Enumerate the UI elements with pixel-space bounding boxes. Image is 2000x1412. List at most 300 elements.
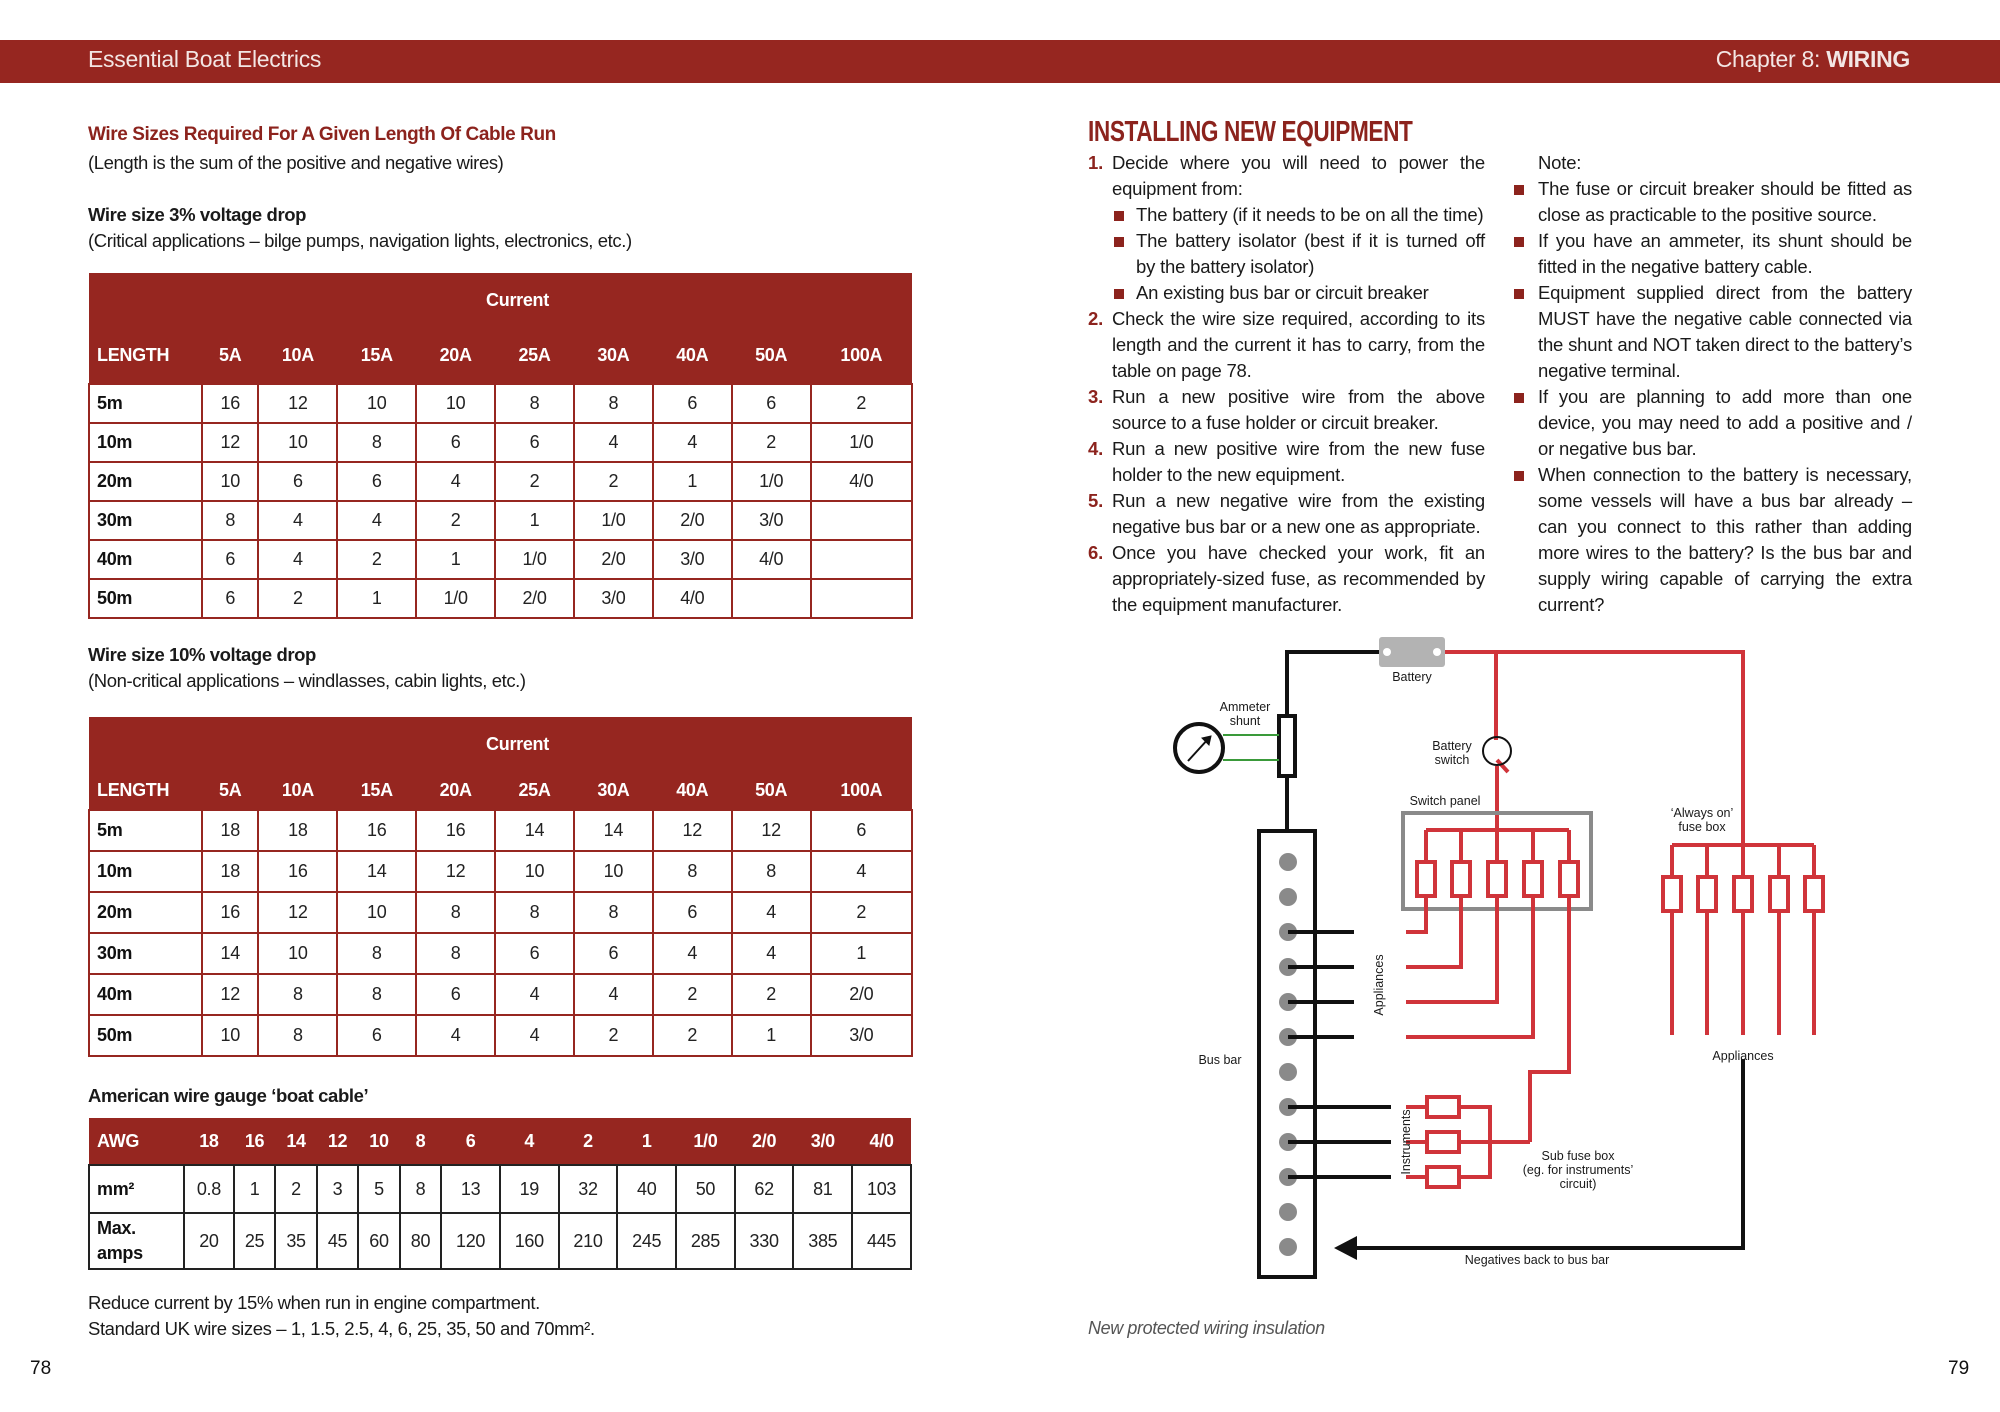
label-sub-fuse-1: Sub fuse box	[1541, 1149, 1615, 1163]
table-cell: 6	[258, 462, 337, 501]
table-cell: 8	[574, 892, 653, 933]
table-cell: 4	[653, 423, 732, 462]
table-cell: 35	[275, 1213, 316, 1269]
column-header: 5A	[202, 771, 258, 810]
table-row	[89, 501, 912, 540]
book-title: Essential Boat Electrics	[88, 46, 322, 72]
column-header: 20A	[416, 771, 495, 810]
bullet-square-icon	[1114, 237, 1124, 247]
row-header: 10m	[89, 851, 202, 892]
table-cell: 8	[653, 851, 732, 892]
table-cell: 1	[653, 462, 732, 501]
awg-header-cell: 4/0	[852, 1118, 911, 1165]
table-cell: 4	[653, 933, 732, 974]
table-cell: 6	[811, 810, 912, 851]
bus-bar-terminal	[1279, 1203, 1297, 1221]
row-header	[89, 1213, 184, 1269]
table-cell: 1/0	[416, 579, 495, 618]
table-cell: 1	[811, 933, 912, 974]
table1-title: Wire size 3% voltage drop	[88, 204, 307, 225]
table-cell: 13	[441, 1165, 500, 1213]
table-cell: 1	[337, 579, 416, 618]
column-header: 50A	[732, 327, 811, 384]
column-header-row	[89, 771, 912, 810]
table-cell: 6	[653, 384, 732, 423]
column-header: 100A	[811, 771, 912, 810]
column-header: 25A	[495, 327, 574, 384]
table1-subtitle: (Critical applications – bilge pumps, navigation lights, electronics, etc.)	[88, 230, 632, 251]
table-row	[89, 933, 912, 974]
page-number-right: 79	[1948, 1358, 1970, 1379]
table-cell: 6	[495, 933, 574, 974]
table-cell: 40	[617, 1165, 676, 1213]
awg-header-cell: 6	[441, 1118, 500, 1165]
note-label: Note:	[1538, 152, 1582, 173]
table-cell: 16	[202, 892, 258, 933]
awg-header-cell: 16	[234, 1118, 275, 1165]
table-cell: 4/0	[811, 462, 912, 501]
table-cell: 10	[258, 423, 337, 462]
table-cell: 1/0	[732, 462, 811, 501]
awg-header-cell: AWG	[89, 1118, 184, 1165]
table-cell: 4	[495, 1015, 574, 1056]
row-header: 30m	[89, 933, 202, 974]
table-cell: 6	[202, 579, 258, 618]
table-cell: 445	[852, 1213, 911, 1269]
table-cell: 8	[416, 892, 495, 933]
table-cell: 103	[852, 1165, 911, 1213]
table-cell: 50	[676, 1165, 735, 1213]
table-row	[89, 851, 912, 892]
label-fuse-box: fuse box	[1678, 820, 1726, 834]
notes-list	[1514, 150, 1912, 618]
table-cell: 2	[275, 1165, 316, 1213]
table-row	[89, 974, 912, 1015]
table-cell: 2	[258, 579, 337, 618]
table-cell: 2/0	[811, 974, 912, 1015]
awg-header-cell: 4	[500, 1118, 559, 1165]
group-header-row	[89, 273, 912, 327]
table-cell: 12	[202, 423, 258, 462]
wire-size-3pct-table	[88, 273, 913, 619]
table-cell: 4/0	[732, 540, 811, 579]
current-group-header: Current	[202, 717, 912, 771]
table-cell: 16	[258, 851, 337, 892]
table-cell: 2	[732, 423, 811, 462]
label-bus-bar: Bus bar	[1198, 1053, 1242, 1067]
row-header: 20m	[89, 462, 202, 501]
table-cell: 4	[416, 462, 495, 501]
note-item	[1514, 228, 1912, 280]
table-cell: 12	[202, 974, 258, 1015]
table-cell: 2	[574, 462, 653, 501]
column-header: 30A	[574, 771, 653, 810]
chapter-name: WIRING	[1826, 46, 1910, 72]
step-text: Decide where you will need to power the equipment from:	[1112, 152, 1485, 199]
table-cell: 18	[202, 851, 258, 892]
bullet-square-icon	[1114, 289, 1124, 299]
column-header: 20A	[416, 327, 495, 384]
footnote-reduce-current: Reduce current by 15% when run in engine compartment.	[88, 1292, 540, 1313]
awg-header-cell: 1/0	[676, 1118, 735, 1165]
table-cell: 3/0	[653, 540, 732, 579]
table-cell	[811, 540, 912, 579]
column-header: LENGTH	[89, 771, 202, 810]
step-text: Once you have checked your work, fit an appropriately-sized fuse, as recommended by the equipment manufacturer.	[1112, 542, 1485, 615]
table-cell: 81	[793, 1165, 852, 1213]
table-cell: 10	[574, 851, 653, 892]
table-cell: 385	[793, 1213, 852, 1269]
table-cell: 8	[574, 384, 653, 423]
chapter-prefix: Chapter 8:	[1715, 46, 1827, 72]
table-cell	[732, 579, 811, 618]
label-battery-switch-1: Battery	[1432, 739, 1472, 753]
step-6	[1088, 540, 1485, 618]
running-header	[0, 40, 2000, 83]
sub-text: An existing bus bar or circuit breaker	[1136, 282, 1429, 303]
awg-header-row	[89, 1118, 911, 1165]
label-ammeter: Ammeter	[1219, 700, 1271, 714]
chapter-title	[1716, 46, 1910, 73]
figure-caption: New protected wiring insulation	[1088, 1318, 1325, 1338]
step-number: 3.	[1088, 386, 1104, 407]
label-battery-switch-2: switch	[1434, 753, 1470, 767]
column-header: 40A	[653, 771, 732, 810]
step1-sub-2	[1088, 228, 1485, 280]
table-cell: 2	[653, 974, 732, 1015]
bullet-square-icon	[1114, 211, 1124, 221]
table-cell: 160	[500, 1213, 559, 1269]
column-header-row	[89, 327, 912, 384]
ammeter-wires	[1223, 735, 1279, 760]
step-3	[1088, 384, 1485, 436]
table-cell: 62	[735, 1165, 794, 1213]
table-cell: 2/0	[653, 501, 732, 540]
step-text: Check the wire size required, according to its length and the current it has to carry, from the table on page 78.	[1112, 308, 1485, 381]
installing-title: INSTALLING NEW EQUIPMENT	[1088, 116, 1413, 148]
table-cell: 14	[202, 933, 258, 974]
column-header: 30A	[574, 327, 653, 384]
steps-list	[1088, 150, 1485, 618]
row-header: 30m	[89, 501, 202, 540]
wiring-diagram	[1150, 620, 1950, 1300]
table-cell: 16	[202, 384, 258, 423]
table-cell: 330	[735, 1213, 794, 1269]
table-cell: 1/0	[811, 423, 912, 462]
table-cell: 8	[732, 851, 811, 892]
table-cell: 10	[202, 1015, 258, 1056]
table-cell: 2	[732, 974, 811, 1015]
table-cell: 10	[258, 933, 337, 974]
table-cell: 16	[416, 810, 495, 851]
row-header: 50m	[89, 1015, 202, 1056]
bus-bar-terminal	[1279, 1063, 1297, 1081]
table-cell: 2/0	[495, 579, 574, 618]
row-header: mm²	[89, 1165, 184, 1213]
table-cell: 4	[337, 501, 416, 540]
table-cell: 80	[400, 1213, 441, 1269]
table-cell: 6	[337, 462, 416, 501]
table-cell: 3/0	[811, 1015, 912, 1056]
current-group-header: Current	[202, 273, 912, 327]
table-cell: 18	[258, 810, 337, 851]
negative-lead-battery	[1287, 652, 1382, 716]
table-cell: 1	[234, 1165, 275, 1213]
mm2-row	[89, 1165, 911, 1213]
awg-header-cell: 8	[400, 1118, 441, 1165]
table-cell: 6	[732, 384, 811, 423]
section-title: Wire Sizes Required For A Given Length Of Cable Run	[88, 124, 556, 145]
table-cell: 3/0	[732, 501, 811, 540]
step1-sub-3	[1088, 280, 1485, 306]
table-row	[89, 810, 912, 851]
table-cell: 245	[617, 1213, 676, 1269]
column-header: 10A	[258, 771, 337, 810]
table-cell: 8	[416, 933, 495, 974]
wire-size-10pct-table	[88, 717, 913, 1057]
awg-table-title: American wire gauge ‘boat cable’	[88, 1085, 369, 1106]
label-negatives: Negatives back to bus bar	[1464, 1253, 1610, 1267]
column-header: 10A	[258, 327, 337, 384]
row-header-line: amps	[97, 1243, 143, 1263]
battery-negative-terminal	[1383, 648, 1391, 656]
table-cell: 8	[258, 974, 337, 1015]
table-cell: 25	[234, 1213, 275, 1269]
table-cell: 4	[258, 501, 337, 540]
table-row	[89, 1015, 912, 1056]
label-sub-fuse-2: (eg. for instruments’	[1522, 1163, 1634, 1177]
table-cell: 10	[202, 462, 258, 501]
sub-text: The battery (if it needs to be on all the time)	[1136, 204, 1484, 225]
table2-subtitle: (Non-critical applications – windlasses, cabin lights, etc.)	[88, 670, 526, 691]
note-item	[1514, 462, 1912, 618]
table-cell: 10	[337, 892, 416, 933]
table-cell: 8	[337, 423, 416, 462]
table-cell: 1/0	[574, 501, 653, 540]
table-cell: 4	[732, 933, 811, 974]
table-cell: 10	[416, 384, 495, 423]
label-battery: Battery	[1392, 670, 1432, 684]
step-number: 4.	[1088, 438, 1104, 459]
row-header: 40m	[89, 974, 202, 1015]
awg-header-cell: 14	[275, 1118, 316, 1165]
table2-title: Wire size 10% voltage drop	[88, 644, 316, 665]
table-row	[89, 892, 912, 933]
table-cell: 4	[258, 540, 337, 579]
column-header: 15A	[337, 771, 416, 810]
awg-header-cell: 2/0	[735, 1118, 794, 1165]
label-always-on: ‘Always on’	[1670, 806, 1734, 820]
page-number-left: 78	[30, 1358, 52, 1379]
table-cell: 20	[184, 1213, 234, 1269]
label-appliances-vertical: Appliances	[1372, 954, 1386, 1016]
arrow-left-icon	[1334, 1236, 1357, 1260]
table-cell: 14	[574, 810, 653, 851]
always-on-fuse-box	[1663, 845, 1823, 1035]
note-text: Equipment supplied direct from the battery MUST have the negative cable connected via the shunt and NOT taken direct to the battery’s negative terminal.	[1538, 282, 1912, 381]
bullet-square-icon	[1514, 237, 1524, 247]
table-row	[89, 423, 912, 462]
column-header: 40A	[653, 327, 732, 384]
column-header: LENGTH	[89, 327, 202, 384]
table-cell: 210	[559, 1213, 618, 1269]
awg-header-cell: 1	[617, 1118, 676, 1165]
table-cell: 8	[337, 933, 416, 974]
row-header: 40m	[89, 540, 202, 579]
step-number: 1.	[1088, 152, 1104, 173]
table-cell: 0.8	[184, 1165, 234, 1213]
table-cell: 8	[495, 892, 574, 933]
sub-text: The battery isolator (best if it is turned off by the battery isolator)	[1136, 230, 1485, 277]
table-cell: 4	[574, 974, 653, 1015]
bullet-square-icon	[1514, 289, 1524, 299]
table-cell	[811, 501, 912, 540]
table-row	[89, 384, 912, 423]
step-number: 6.	[1088, 542, 1104, 563]
group-header-row	[89, 717, 912, 771]
sub-fuse-box	[1406, 1097, 1530, 1187]
note-text: If you are planning to add more than one device, you may need to add a positive and / or negative bus bar.	[1538, 386, 1912, 459]
table-cell: 12	[258, 384, 337, 423]
table-cell: 12	[416, 851, 495, 892]
table-cell: 6	[416, 974, 495, 1015]
table-cell: 8	[337, 974, 416, 1015]
table-cell: 1/0	[495, 540, 574, 579]
table-cell: 2/0	[574, 540, 653, 579]
row-header: 5m	[89, 810, 202, 851]
table-cell: 4	[416, 1015, 495, 1056]
bullet-square-icon	[1514, 471, 1524, 481]
table-cell: 3	[317, 1165, 358, 1213]
table-row	[89, 540, 912, 579]
table-cell: 2	[811, 384, 912, 423]
step-5	[1088, 488, 1485, 540]
table-cell: 8	[258, 1015, 337, 1056]
note-item	[1514, 176, 1912, 228]
label-appliances-right: Appliances	[1712, 1049, 1774, 1063]
awg-header-cell: 3/0	[793, 1118, 852, 1165]
bullet-square-icon	[1514, 393, 1524, 403]
header-blank	[89, 717, 202, 771]
table-cell: 60	[358, 1213, 399, 1269]
table-cell: 3/0	[574, 579, 653, 618]
step-1	[1088, 150, 1485, 202]
table-cell: 45	[317, 1213, 358, 1269]
table-cell: 2	[495, 462, 574, 501]
table-cell: 16	[337, 810, 416, 851]
column-header: 50A	[732, 771, 811, 810]
label-instruments: Instruments	[1399, 1109, 1413, 1175]
bus-bar-terminal	[1279, 1238, 1297, 1256]
bullet-square-icon	[1514, 185, 1524, 195]
table-cell: 4	[811, 851, 912, 892]
table-cell: 2	[811, 892, 912, 933]
label-shunt: shunt	[1229, 714, 1261, 728]
section-subtitle: (Length is the sum of the positive and negative wires)	[88, 152, 504, 173]
ammeter-shunt	[1279, 716, 1295, 776]
step-text: Run a new negative wire from the existing negative bus bar or a new one as appropriate.	[1112, 490, 1485, 537]
row-header-line: Max.	[97, 1218, 136, 1238]
table-cell: 8	[495, 384, 574, 423]
table-row	[89, 579, 912, 618]
table-cell: 6	[574, 933, 653, 974]
step-2	[1088, 306, 1485, 384]
bus-bar-terminal	[1279, 888, 1297, 906]
label-sub-fuse-3: circuit)	[1559, 1177, 1597, 1191]
table-cell: 1	[416, 540, 495, 579]
table-cell: 2	[337, 540, 416, 579]
row-header: 10m	[89, 423, 202, 462]
footnote-uk-sizes: Standard UK wire sizes – 1, 1.5, 2.5, 4, 6, 25, 35, 50 and 70mm².	[88, 1318, 595, 1339]
step-number: 5.	[1088, 490, 1104, 511]
column-header: 25A	[495, 771, 574, 810]
max-amps-row	[89, 1213, 911, 1269]
row-header: 5m	[89, 384, 202, 423]
awg-header-cell: 12	[317, 1118, 358, 1165]
table-cell: 6	[202, 540, 258, 579]
column-header: 15A	[337, 327, 416, 384]
table-cell: 10	[495, 851, 574, 892]
table-cell: 14	[337, 851, 416, 892]
header-blank	[89, 273, 202, 327]
table-cell: 12	[732, 810, 811, 851]
table-cell: 2	[416, 501, 495, 540]
table-cell: 12	[258, 892, 337, 933]
row-header: 20m	[89, 892, 202, 933]
table-cell: 4	[495, 974, 574, 1015]
label-switch-panel: Switch panel	[1409, 794, 1481, 808]
table-row	[89, 462, 912, 501]
table-cell: 6	[416, 423, 495, 462]
table-cell: 6	[337, 1015, 416, 1056]
table-cell: 10	[337, 384, 416, 423]
step-number: 2.	[1088, 308, 1104, 329]
table-cell: 120	[441, 1213, 500, 1269]
table-cell	[811, 579, 912, 618]
table-cell: 1	[495, 501, 574, 540]
awg-header-cell: 10	[358, 1118, 399, 1165]
step1-sub-1	[1088, 202, 1485, 228]
step-text: Run a new positive wire from the new fuse holder to the new equipment.	[1112, 438, 1485, 485]
table-cell: 2	[574, 1015, 653, 1056]
table-cell: 12	[653, 810, 732, 851]
row-header: 50m	[89, 579, 202, 618]
battery-positive-terminal	[1433, 648, 1441, 656]
note-text: If you have an ammeter, its shunt should be fitted in the negative battery cable.	[1538, 230, 1912, 277]
table-cell: 14	[495, 810, 574, 851]
table-cell: 8	[400, 1165, 441, 1213]
table-cell: 5	[358, 1165, 399, 1213]
awg-table	[88, 1118, 912, 1270]
note-item	[1514, 384, 1912, 462]
note-text: The fuse or circuit breaker should be fitted as close as practicable to the positive source.	[1538, 178, 1912, 225]
awg-header-cell: 2	[559, 1118, 618, 1165]
column-header: 5A	[202, 327, 258, 384]
table-cell: 19	[500, 1165, 559, 1213]
bus-bar-terminal	[1279, 853, 1297, 871]
table-cell: 18	[202, 810, 258, 851]
column-header: 100A	[811, 327, 912, 384]
table-cell: 8	[202, 501, 258, 540]
table-cell: 32	[559, 1165, 618, 1213]
table-cell: 4	[732, 892, 811, 933]
table-cell: 285	[676, 1213, 735, 1269]
table-cell: 1	[732, 1015, 811, 1056]
step-text: Run a new positive wire from the above source to a fuse holder or circuit breaker.	[1112, 386, 1485, 433]
table-cell: 2	[653, 1015, 732, 1056]
step-4	[1088, 436, 1485, 488]
table-cell: 6	[495, 423, 574, 462]
